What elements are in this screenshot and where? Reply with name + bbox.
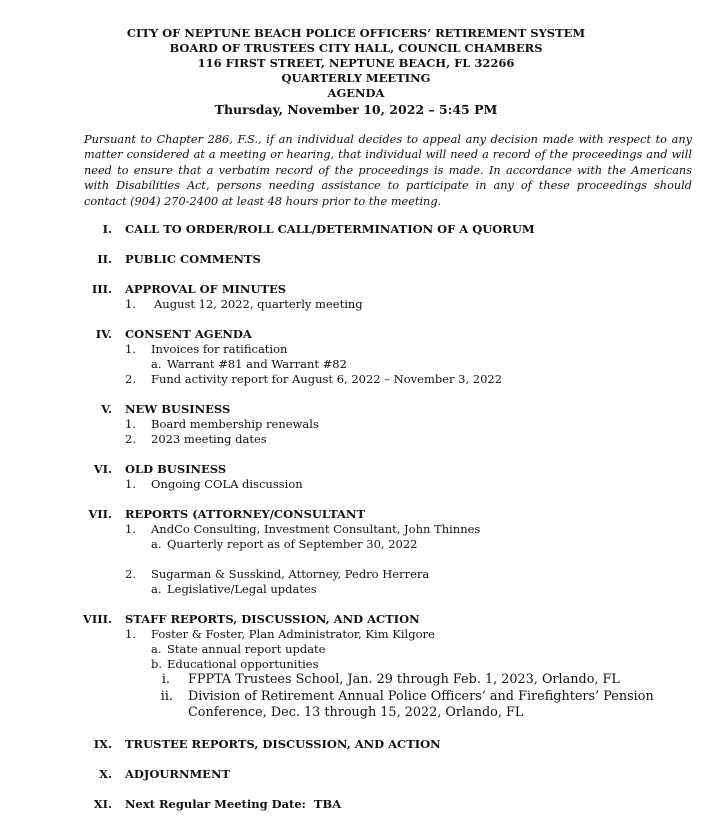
sub-item-text: Legislative/Legal updates (167, 582, 317, 596)
section-title: REPORTS (ATTORNEY/CONSULTANT (125, 507, 365, 521)
sub-item-text: State annual report update (167, 642, 326, 656)
item-number: 1. (125, 522, 136, 536)
section-title: Next Regular Meeting Date: TBA (125, 797, 342, 811)
sub-item-letter: a. (151, 357, 162, 371)
section-title: CONSENT AGENDA (125, 327, 252, 341)
item-text: Ongoing COLA discussion (151, 477, 303, 491)
section-number: VIII. (82, 612, 112, 626)
section-title: STAFF REPORTS, DISCUSSION, AND ACTION (125, 612, 420, 626)
sub-item-text: Quarterly report as of September 30, 2022 (167, 537, 418, 551)
sub-sub-item-numeral: ii. (160, 689, 173, 704)
sub-item-letter: b. (151, 657, 163, 671)
item-number: 1. (125, 477, 136, 491)
section-title: OLD BUSINESS (125, 462, 227, 476)
section-number: IX. (93, 737, 112, 751)
public-notice-paragraph: Pursuant to Chapter 286, F.S., if an individual decides to appeal any decision made with respect to any matter considered at a meeting or hearing, that individual will need a record of the proceedings and will need to ensure that a verbatim record of the proceedings is made. In accordance with the Americans with Disabilities Act, persons needing assistance to participate in any of these proceedings should contact (904) 270-2400 at least 48 hours prior to the meeting. (84, 133, 692, 208)
item-text: 2023 meeting dates (151, 432, 267, 446)
item-text: Sugarman & Susskind, Attorney, Pedro Herrera (151, 567, 430, 581)
section-title: TRUSTEE REPORTS, DISCUSSION, AND ACTION (125, 737, 441, 751)
item-number: 1. (125, 417, 136, 431)
item-text: AndCo Consulting, Investment Consultant, John Thinnes (151, 522, 481, 536)
item-text: Foster & Foster, Plan Administrator, Kim Kilgore (151, 627, 435, 641)
sub-item-text: Educational opportunities (167, 657, 319, 671)
section-number: X. (99, 767, 112, 781)
item-number: 2. (125, 567, 136, 581)
sub-sub-item-text-continued: Conference, Dec. 13 through 15, 2022, Orlando, FL (188, 705, 524, 720)
section-number: III. (91, 282, 112, 296)
sub-item-letter: a. (151, 642, 162, 656)
section-number: II. (97, 252, 112, 266)
header-line-board: BOARD OF TRUSTEES CITY HALL, COUNCIL CHAMBERS (169, 41, 543, 55)
meeting-date: Thursday, November 10, 2022 – 5:45 PM (214, 102, 498, 117)
section-number: I. (102, 222, 112, 236)
item-text: Invoices for ratification (151, 342, 288, 356)
sub-item-text: Warrant #81 and Warrant #82 (167, 357, 347, 371)
sub-item-letter: a. (151, 537, 162, 551)
item-number: 2. (125, 432, 136, 446)
item-number: 1. (125, 342, 136, 356)
agenda-header (0, 26, 712, 118)
item-number: 1. (125, 297, 136, 311)
section-title: NEW BUSINESS (125, 402, 231, 416)
item-number: 2. (125, 372, 136, 386)
item-text: August 12, 2022, quarterly meeting (154, 297, 363, 311)
section-number: VII. (88, 507, 112, 521)
section-title: APPROVAL OF MINUTES (125, 282, 287, 296)
section-title: ADJOURNMENT (125, 767, 231, 781)
header-line-org: CITY OF NEPTUNE BEACH POLICE OFFICERS’ RETIREMENT SYSTEM (126, 26, 586, 40)
sub-sub-item-text: FPPTA Trustees School, Jan. 29 through Feb. 1, 2023, Orlando, FL (188, 672, 620, 687)
section-title: PUBLIC COMMENTS (125, 252, 261, 266)
section-number: V. (101, 402, 112, 416)
item-text: Board membership renewals (151, 417, 319, 431)
sub-item-letter: a. (151, 582, 162, 596)
header-line-meeting-type: QUARTERLY MEETING (281, 71, 431, 85)
sub-sub-item-numeral: i. (161, 672, 170, 687)
header-line-agenda: AGENDA (327, 86, 385, 100)
item-number: 1. (125, 627, 136, 641)
item-text: Fund activity report for August 6, 2022 – November 3, 2022 (151, 372, 503, 386)
sub-sub-item-text: Division of Retirement Annual Police Officers’ and Firefighters’ Pension (188, 689, 654, 704)
section-number: XI. (93, 797, 112, 811)
header-line-address: 116 FIRST STREET, NEPTUNE BEACH, FL 32266 (197, 56, 515, 70)
section-title: CALL TO ORDER/ROLL CALL/DETERMINATION OF A QUORUM (125, 222, 535, 236)
section-number: VI. (93, 462, 112, 476)
section-number: IV. (95, 327, 112, 341)
